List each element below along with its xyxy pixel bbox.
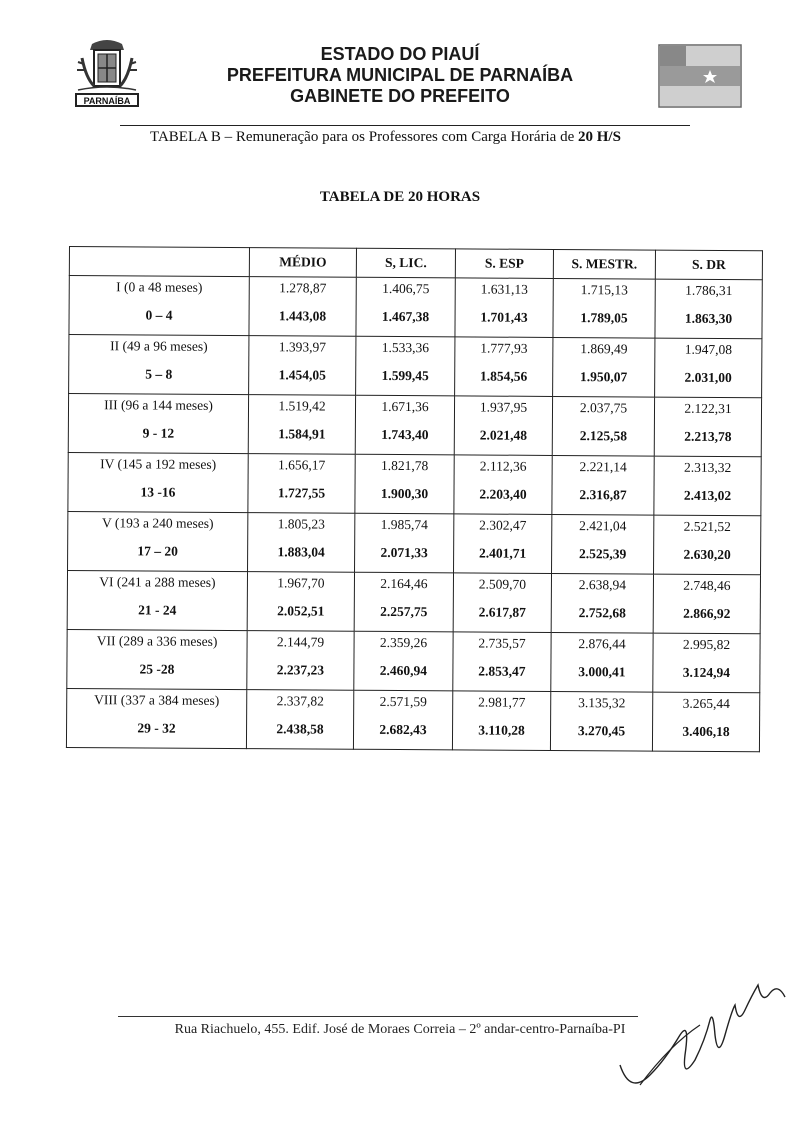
salary-value: 1.533,36 bbox=[381, 339, 430, 356]
salary-value: 2.521,52 bbox=[683, 518, 731, 535]
level-cell bbox=[68, 394, 248, 454]
level-cell bbox=[67, 629, 247, 689]
salary-value-bold: 3.110,28 bbox=[478, 722, 525, 738]
level-cell bbox=[69, 276, 249, 336]
column-header-level bbox=[69, 247, 249, 277]
salary-value-bold: 1.467,38 bbox=[381, 308, 430, 325]
column-header-esp: S. ESP bbox=[455, 249, 553, 279]
level-cell bbox=[67, 570, 247, 630]
years-label: 0 – 4 bbox=[145, 307, 173, 323]
level-label: V (193 a 240 meses) bbox=[102, 515, 214, 531]
salary-cell bbox=[550, 691, 652, 751]
salary-cell bbox=[551, 573, 653, 633]
salary-cell bbox=[655, 279, 762, 339]
years-label: 29 - 32 bbox=[137, 720, 176, 736]
salary-value-bold: 2.866,92 bbox=[683, 605, 731, 622]
salary-cell bbox=[455, 278, 553, 338]
salary-value-bold: 2.617,87 bbox=[478, 604, 526, 620]
salary-value: 2.981,77 bbox=[478, 694, 526, 710]
salary-value-bold: 2.316,87 bbox=[579, 487, 627, 503]
salary-value: 2.748,46 bbox=[683, 577, 731, 594]
salary-value-bold: 2.071,33 bbox=[380, 544, 428, 561]
salary-cell bbox=[249, 277, 356, 337]
salary-cell bbox=[248, 513, 355, 573]
salary-value: 2.421,04 bbox=[579, 518, 627, 534]
salary-value-bold: 2.203,40 bbox=[479, 486, 527, 502]
salary-value: 2.112,36 bbox=[479, 458, 527, 474]
salary-value: 1.937,95 bbox=[479, 399, 528, 415]
salary-value-bold: 2.682,43 bbox=[379, 721, 427, 738]
level-label: VI (241 a 288 meses) bbox=[99, 574, 216, 590]
table-row bbox=[68, 511, 761, 574]
salary-value-bold: 2.052,51 bbox=[277, 603, 325, 619]
salary-value-bold: 1.454,05 bbox=[278, 367, 326, 383]
salary-value: 2.164,46 bbox=[380, 575, 428, 592]
salary-cell bbox=[247, 572, 354, 632]
salary-cell bbox=[248, 454, 355, 514]
salary-cell bbox=[454, 455, 552, 515]
level-cell bbox=[69, 335, 249, 395]
salary-value-bold: 1.443,08 bbox=[278, 308, 327, 324]
salary-cell bbox=[356, 336, 455, 396]
table-row bbox=[67, 629, 760, 692]
salary-value: 2.337,82 bbox=[276, 693, 324, 709]
salary-value-bold: 2.525,39 bbox=[578, 546, 627, 562]
table-row bbox=[67, 570, 760, 633]
salary-value: 1.656,17 bbox=[277, 457, 326, 473]
years-label: 9 - 12 bbox=[142, 425, 175, 441]
salary-value: 2.122,31 bbox=[684, 400, 732, 417]
salary-value: 2.509,70 bbox=[478, 576, 527, 592]
table-header-row bbox=[69, 247, 762, 280]
salary-value: 1.985,74 bbox=[380, 516, 428, 533]
years-label: 21 - 24 bbox=[138, 602, 177, 618]
level-label: II (49 a 96 meses) bbox=[110, 338, 208, 354]
crest-label: PARNAÍBA bbox=[83, 96, 131, 106]
salary-cell bbox=[552, 455, 654, 515]
salary-value-bold: 1.883,04 bbox=[277, 544, 325, 560]
salary-value: 2.638,94 bbox=[578, 577, 627, 593]
salary-value: 2.359,26 bbox=[379, 634, 428, 651]
header-line-gabinete: GABINETE DO PREFEITO bbox=[290, 86, 510, 106]
salary-cell bbox=[653, 633, 760, 693]
salary-value: 2.144,79 bbox=[276, 634, 325, 650]
salary-value: 2.735,57 bbox=[478, 635, 526, 651]
table-title: TABELA DE 20 HORAS bbox=[319, 189, 481, 205]
salary-cell bbox=[553, 278, 655, 338]
salary-value: 1.805,23 bbox=[277, 516, 325, 532]
salary-value: 1.869,49 bbox=[580, 341, 628, 357]
salary-value-bold: 3.406,18 bbox=[682, 723, 730, 740]
salary-value: 1.631,13 bbox=[480, 281, 528, 297]
salary-cell bbox=[246, 690, 353, 750]
level-label: I (0 a 48 meses) bbox=[116, 279, 203, 295]
salary-value: 2.876,44 bbox=[578, 636, 626, 652]
salary-value-bold: 1.854,56 bbox=[480, 368, 528, 384]
salary-value-bold: 2.031,00 bbox=[684, 369, 732, 386]
salary-value: 1.715,13 bbox=[580, 282, 628, 298]
level-label: III (96 a 144 meses) bbox=[104, 397, 213, 413]
subtitle-text: TABELA B – Remuneração para os Professores com Carga Horária de bbox=[150, 129, 578, 145]
salary-value-bold: 2.401,71 bbox=[478, 545, 527, 561]
level-label: VII (289 a 336 meses) bbox=[96, 633, 218, 649]
salary-cell bbox=[654, 397, 761, 457]
column-header-medio: MÉDIO bbox=[249, 248, 356, 278]
salary-value: 1.393,97 bbox=[278, 339, 327, 355]
table-row bbox=[68, 452, 761, 515]
level-label: IV (145 a 192 meses) bbox=[100, 456, 217, 472]
salary-cell bbox=[653, 574, 760, 634]
salary-value: 1.967,70 bbox=[277, 575, 325, 591]
salary-cell bbox=[455, 337, 553, 397]
salary-value-bold: 1.900,30 bbox=[380, 485, 429, 502]
table-row bbox=[68, 394, 761, 457]
salary-value: 2.571,59 bbox=[379, 693, 427, 710]
salary-cell bbox=[652, 692, 759, 752]
level-cell bbox=[68, 452, 248, 512]
salary-value: 1.947,08 bbox=[684, 341, 733, 358]
salary-value-bold: 2.021,48 bbox=[479, 427, 528, 443]
salary-cell bbox=[654, 456, 761, 516]
salary-value-bold: 1.863,30 bbox=[684, 310, 733, 327]
salary-cell bbox=[453, 632, 551, 692]
salary-value-bold: 2.413,02 bbox=[683, 487, 732, 504]
years-label: 13 -16 bbox=[140, 484, 176, 500]
salary-cell bbox=[552, 514, 654, 574]
salary-value: 2.995,82 bbox=[682, 636, 731, 653]
salary-value: 1.406,75 bbox=[382, 280, 430, 297]
salary-cell bbox=[453, 573, 551, 633]
salary-cell bbox=[354, 572, 453, 632]
subtitle-hours: 20 H/S bbox=[577, 129, 621, 145]
salary-value: 1.671,36 bbox=[381, 398, 429, 415]
header-line-prefeitura: PREFEITURA MUNICIPAL DE PARNAÍBA bbox=[226, 65, 574, 85]
salary-value-bold: 2.460,94 bbox=[379, 662, 428, 679]
years-label: 5 – 8 bbox=[145, 366, 173, 382]
salary-value-bold: 2.257,75 bbox=[380, 603, 428, 620]
salary-cell bbox=[553, 337, 655, 397]
coat-of-arms-icon bbox=[72, 38, 142, 110]
salary-value-bold: 2.125,58 bbox=[579, 428, 628, 444]
salary-value: 1.821,78 bbox=[380, 457, 429, 474]
salary-value-bold: 1.701,43 bbox=[480, 309, 528, 325]
salary-value-bold: 1.584,91 bbox=[278, 426, 326, 442]
salary-cell bbox=[355, 513, 454, 573]
level-cell bbox=[66, 688, 246, 748]
salary-value-bold: 1.789,05 bbox=[580, 310, 628, 326]
salary-value-bold: 1.727,55 bbox=[277, 485, 326, 501]
salary-cell bbox=[353, 690, 452, 750]
salary-value: 2.221,14 bbox=[579, 459, 627, 475]
footer-address: Rua Riachuelo, 455. Edif. José de Moraes Correia – 2º andar-centro-Parnaíba-PI bbox=[174, 1022, 626, 1037]
salary-table bbox=[66, 246, 763, 752]
salary-value: 2.037,75 bbox=[579, 400, 628, 416]
column-header-mestr: S. MESTR. bbox=[553, 249, 655, 279]
salary-cell bbox=[452, 691, 550, 751]
column-header-dr: S. DR bbox=[655, 250, 762, 280]
salary-value-bold: 1.743,40 bbox=[381, 426, 429, 443]
salary-value-bold: 1.599,45 bbox=[381, 367, 429, 384]
salary-value: 3.135,32 bbox=[578, 695, 626, 711]
salary-value-bold: 3.270,45 bbox=[577, 723, 626, 739]
salary-value-bold: 2.237,23 bbox=[276, 662, 325, 678]
table-subtitle bbox=[150, 129, 621, 146]
table-row bbox=[69, 276, 762, 339]
salary-cell bbox=[354, 631, 453, 691]
table-row bbox=[69, 335, 762, 398]
salary-cell bbox=[454, 514, 552, 574]
salary-cell bbox=[247, 631, 354, 691]
salary-value-bold: 2.752,68 bbox=[578, 605, 626, 621]
salary-value: 1.519,42 bbox=[278, 398, 326, 414]
salary-cell bbox=[355, 454, 454, 514]
salary-value-bold: 2.853,47 bbox=[478, 663, 526, 679]
state-flag-icon bbox=[658, 44, 742, 108]
years-label: 25 -28 bbox=[139, 661, 175, 677]
salary-cell bbox=[355, 395, 454, 455]
page-header bbox=[160, 44, 640, 107]
salary-cell bbox=[654, 515, 761, 575]
salary-cell bbox=[454, 396, 552, 456]
column-header-lic: S, LIC. bbox=[356, 248, 455, 278]
salary-value: 1.786,31 bbox=[685, 282, 733, 299]
salary-value-bold: 1.950,07 bbox=[580, 369, 628, 385]
table-row bbox=[66, 688, 759, 751]
salary-cell bbox=[356, 277, 455, 337]
salary-value-bold: 3.000,41 bbox=[578, 664, 626, 680]
header-divider bbox=[120, 125, 690, 126]
level-label: VIII (337 a 384 meses) bbox=[94, 692, 220, 708]
salary-value: 1.278,87 bbox=[279, 280, 327, 296]
salary-cell bbox=[551, 632, 653, 692]
salary-cell bbox=[248, 395, 355, 455]
salary-value-bold: 2.213,78 bbox=[684, 428, 732, 445]
salary-cell bbox=[655, 338, 762, 398]
years-label: 17 – 20 bbox=[137, 543, 178, 559]
salary-value: 3.265,44 bbox=[682, 695, 730, 712]
handwritten-signature bbox=[610, 965, 790, 1095]
level-cell bbox=[68, 511, 248, 571]
footer-divider bbox=[118, 1016, 638, 1017]
salary-value: 2.302,47 bbox=[479, 517, 527, 533]
salary-value-bold: 2.630,20 bbox=[683, 546, 731, 563]
salary-value-bold: 3.124,94 bbox=[682, 664, 731, 681]
header-line-state: ESTADO DO PIAUÍ bbox=[320, 44, 480, 64]
salary-cell bbox=[249, 336, 356, 396]
salary-cell bbox=[552, 396, 654, 456]
salary-value-bold: 2.438,58 bbox=[276, 721, 324, 737]
salary-value: 2.313,32 bbox=[683, 459, 732, 476]
salary-value: 1.777,93 bbox=[480, 340, 528, 356]
